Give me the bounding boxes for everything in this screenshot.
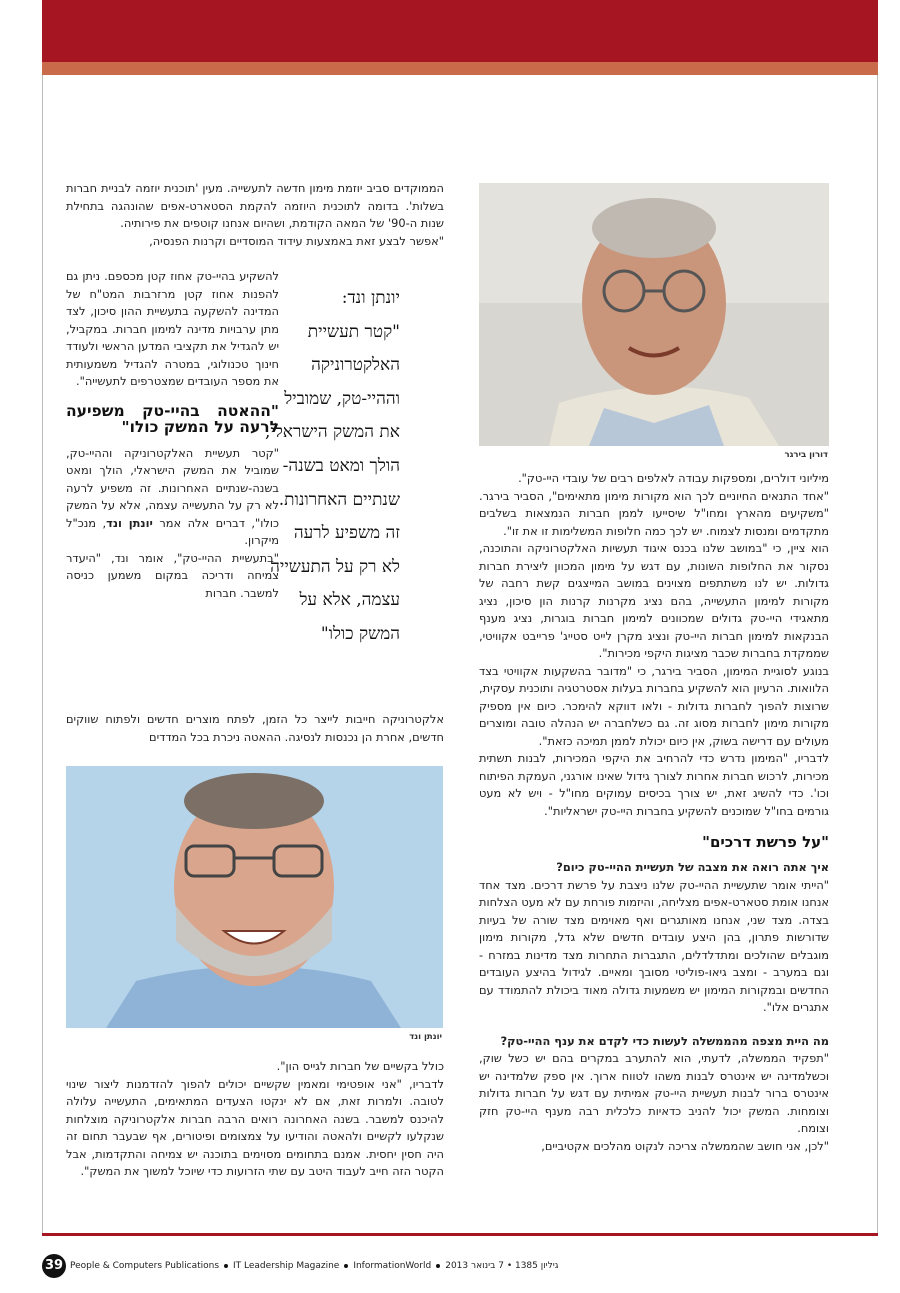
footer-item: InformationWorld <box>353 1261 432 1271</box>
subhead-crossroads: "על פרשת דרכים" <box>702 833 829 851</box>
question-1: איך אתה רואה את מצבה של תעשיית ההיי-טק כיום? <box>556 860 829 874</box>
paragraph: הוא ציין, כי "במושב שלנו בכנס איגוד תעשיות האלקטרוניקה והתוכנה, נסקור את החלופות השונות, עם דגש על מימון המכוון ליצירת חברות גדולות. יש לנו משתתפים מצוינים במושב המייצגים קשת רחבה של מקורות למימון התעשייה, בהם נציג מקרנות קרנות הון סיכון, נציג מתאגידי היי-טק גדולים שמכוונים למימון חברות בוגרות, נציג מענף הבנקאות למימון חברות היי-טק ונציג מקרן לייט סטייג' פרייבט אקוויטי, שממקדת בחברות שכבר מציגות היקפי מכירות". <box>479 541 829 660</box>
pull-quote-line: שנתיים האחרונות. <box>278 489 400 510</box>
footer-item: IT Leadership Magazine <box>233 1261 340 1271</box>
name-bold: יונתן ונד <box>106 515 153 530</box>
pull-quote-line: לא רק על התעשייה <box>270 556 400 577</box>
photo-caption-birger: דורון בירגר <box>784 450 828 460</box>
header-bar <box>42 0 878 62</box>
bullet-dot-icon <box>344 1264 348 1268</box>
pull-quote-line: יונתן ונד: <box>341 288 400 308</box>
paragraph: בנוגע לסוגיית המימון, הסביר בירגר, כי "מדובר בהשקעות אקוויטי בצד הלוואות. הרעיון הוא להשקיע בחברות בעלות אסטרטגיה ותוכנית עסקית, שרוצות להפוך לחברות גדולות - ולאו דווקא להימכר. כיום אין מספיק מקורות מימון לחברות מסוג זה. גם כשלחברה יש הנהלה טובה ומוצרים מעולים עם דרישה בשוק, אין כיום יכולת לממן תמיכה כזאת". <box>479 663 829 748</box>
footer-publication-line <box>70 1261 559 1271</box>
pull-quote-line: "קטר תעשיית <box>307 321 400 342</box>
footer-item: גיליון 1385 • 7 בינואר 2013 <box>445 1261 559 1271</box>
question-2: מה היית מצפה מהממשלה לעשות כדי לקדם את ענף ההיי-טק? <box>500 1033 829 1048</box>
answer-2: "תפקיד הממשלה, לדעתי, הוא להתערב במקרים בהם יש כשל שוק, וכשלמדינה יש אינטרס לבנות משהו לטווח ארוך. אין ספק שלמדינה יש אינטרס ברור לבנות תעשיית היי-טק אמיתית עם דגש על חברות גדולות וצומחות. המשק יכול להניב כדאיות כלכלית רבה מענף היי-טק חזק וצומח. <box>479 1051 829 1135</box>
bullet-dot-icon <box>436 1264 440 1268</box>
pull-quote-line: עצמה, אלא על <box>299 590 400 611</box>
photo-caption-vend: יונתן ונד <box>409 1032 442 1042</box>
bottom-rule <box>42 1233 878 1236</box>
paragraph: מיליוני דולרים, ומספקות עבודה לאלפים רבים של עובדי היי-טק". <box>518 471 829 485</box>
left-column-top <box>66 180 444 250</box>
pull-quote-line: המשק כולו" <box>320 623 400 644</box>
header-accent-bar <box>42 62 878 75</box>
answer-3: "לכן, אני חושב שהממשלה צריכה לנקוט מהלכים אקטיביים, <box>541 1138 829 1153</box>
paragraph <box>66 445 279 550</box>
paragraph: לדבריו, "המימון נדרש כדי להרחיב את היקפי המכירות, לבנות תשתית מכירות, לרכוש חברות אחרות לצורך גידול שאינו אורגני, העמקת הפיתוח וכו'. כדי להשיג זאת, יש צורך בכיסים עמוקים מחו"ל - ויש לא מעט גורמים בחו"ל שמוכנים להשקיע בחברות היי-טק ישראליות". <box>479 751 829 818</box>
pull-quote-line: וההיי-טק, שמוביל <box>284 388 400 409</box>
paragraph: "אפשר לבצע זאת באמצעות עידוד המוסדיים וקרנות הפנסיה, <box>149 233 444 248</box>
paragraph: כולל בקשיים של חברות לגייס הון". <box>276 1059 444 1073</box>
photo-yonatan-vend <box>66 766 443 1028</box>
paragraph: "אחד התנאים החיוניים לכך הוא מקורות מימון מתאימים", הסביר בירגר. "משקיעים מהארץ ומחו"ל שיסייעו לממן חברות הנמצאות בשלבים מתקדמים ומנסות לצמוח. יש לכך כמה חלופות המשלימות זו את זו". <box>479 488 829 538</box>
answer-1: "הייתי אומר שתעשיית ההיי-טק שלנו ניצבת על פרשת דרכים. מצד אחד אנחנו אומת סטארט-אפים מצליחה, והיזמות פורחת עם לא מעט הצלחות בצדה. מצד שני, אנחנו מאותגרים ואף מאוימים מצד שורה של בעיות שדורשות פתרון, בהן היצע עובדים חדשים שלא גדל, מקורות מימון מוגבלים שהולכים ומתדלדלים, התגברות התחרות מצד מדינות במזרח - וגם במערב - ומצב גיאו-פוליטי מסובך ומאיים. לגידול בהיצע העובדים החדשים ובמקורות המימון יש משמעות גדולה מאוד ביכולת להתמודד עם אתגרים אלו". <box>479 877 829 1014</box>
paragraph-part: , מנכ"ל מיקרון. <box>66 515 279 547</box>
pull-quote-line: את המשק הישראלי, <box>264 422 400 443</box>
pull-quote-line: הולך ומאט בשנה- <box>282 455 400 476</box>
paragraph-part: "קטר תעשיית האלקטרוניקה וההיי-טק, שמוביל את המשק הישראלי, הולך ומאט בשנה-שנתיים האחרונות. זה משפיע לרעה לא רק על התעשייה עצמה, אלא על המשק כולו", דברים אלה אמר <box>66 445 279 530</box>
bullet-dot-icon <box>224 1264 228 1268</box>
paragraph: לדבריו, "אני אופטימי ומאמין שקשיים יכולים להפוך להזדמנות ליצור שינוי לטובה. ולמרות זאת, אם לא ינקטו הצעדים המתאימים, התעשייה עלולה להיכנס למשבר. בשנה האחרונה רואים הרבה חברות אלקטרוניקה מוצלחות שנקלעו לקשיים ולהאטה והודיעו על צמצומים ופיטורים, אף שבעבר תחום זה היה חסין יחסית. אמנם בתחומים מסוימים בתוכנה יש צמיחה והתקדמות, אבל הקטר הזה חייב לעבוד היטב עם שתי הזרועות כדי שיוכל למשוך את המשק". <box>66 1076 444 1178</box>
footer-item: People & Computers Publications <box>70 1261 220 1271</box>
portrait-smiling-man-icon <box>66 766 443 1028</box>
paragraph: אלקטרוניקה חייבות לייצר כל הזמן, לפתח מוצרים חדשים ולפתוח שווקים חדשים, אחרת הן נכנסות לנסיגה. ההאטה ניכרת בכל המדדים <box>66 712 444 744</box>
right-column <box>479 470 829 1155</box>
paragraph: להשקיע בהיי-טק אחוז קטן מכספם. ניתן גם להפנות אחוז קטן מרזרבות המט"ח של המדינה להשקעה בתעשיית ההון סיכון, לצד מתן ערבויות מדינה למימון חברות. במקביל, יש להגדיל את תקציבי המדען הראשי ולעודד חינוך טכנולוגי, במטרה להגדיל משמעותית את מספר העובדים שמצטרפים לתעשייה". <box>66 269 279 388</box>
left-column-continuation <box>66 711 444 746</box>
page-number-badge: 39 <box>42 1254 66 1278</box>
pull-quote-line: האלקטרוניקה <box>311 355 400 376</box>
pull-quote-line: זה משפיע לרעה <box>293 523 400 544</box>
portrait-man-glasses-icon <box>479 183 829 446</box>
subhead-hitech-slowdown: "ההאטה בהיי-טק משפיעה לרעה על המשק כולו" <box>66 401 279 436</box>
photo-doron-birger <box>479 183 829 446</box>
footer <box>42 1252 878 1280</box>
pull-quote <box>264 282 400 712</box>
paragraph: הממוקדים סביב יוזמת מימון חדשה לתעשייה. מעין 'תוכנית יוזמה לבניית חברות בשלות'. בדומה לתוכנית היוזמה להקמת הסטארט-אפים שהונהגה בתחילת שנות ה-90' של המאה הקודמת, ושהיום אנחנו קוטפים את פירותיה. <box>66 181 444 230</box>
paragraph: "בתעשיית ההיי-טק", אומר ונד, "היעדר צמיחה ודריכה במקום משמען כניסה למשבר. חברות <box>66 550 279 600</box>
left-column-bottom <box>66 1058 444 1181</box>
left-column-narrow <box>66 268 279 602</box>
